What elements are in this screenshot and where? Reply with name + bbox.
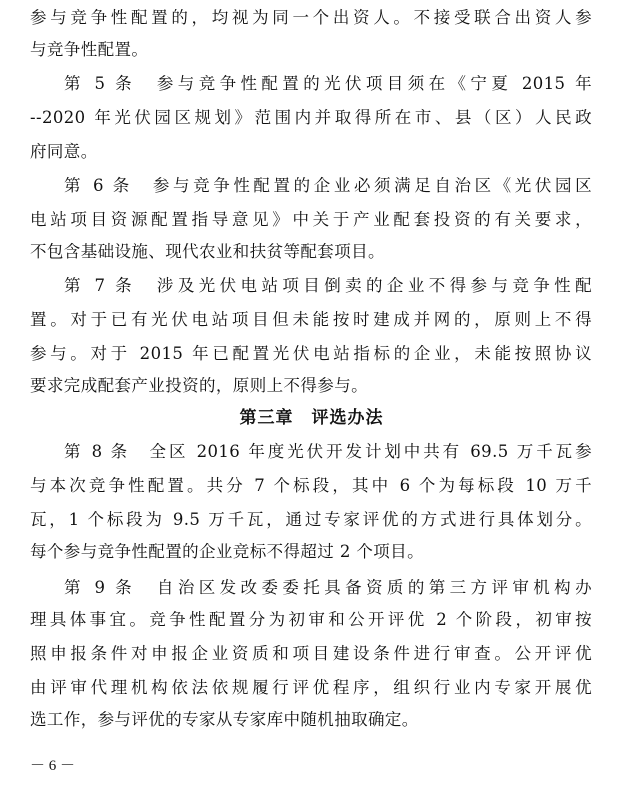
text-line: 每个参与竞争性配置的企业竞标不得超过 2 个项目。 [30,542,424,561]
text-line: 与本次竞争性配置。共分 7 个标段，其中 6 个为每标段 10 万千 [30,476,592,495]
article-7-line: 第 7 条 涉及光伏电站项目倒卖的企业不得参与竞争性配 [64,276,592,295]
text-line: --2020 年光伏园区规划》范围内并取得所在市、县（区）人民政 [30,108,592,127]
text-line: 要求完成配套产业投资的，原则上不得参与。 [30,376,368,395]
text-line: 府同意。 [30,142,98,161]
text-line: 瓦，1 个标段为 9.5 万千瓦，通过专家评优的方式进行具体划分。 [30,510,592,529]
text-line: 由评审代理机构依法依规履行评优程序，组织行业内专家开展优 [30,678,592,697]
text-line: 照申报条件对申报企业资质和项目建设条件进行审查。公开评优 [30,644,592,663]
article-9-line: 第 9 条 自治区发改委委托具备资质的第三方评审机构办 [64,578,592,597]
text-line: 选工作，参与评优的专家从专家库中随机抽取确定。 [30,710,419,729]
text-line: 理具体事宜。竞争性配置分为初审和公开评优 2 个阶段，初审按 [30,610,592,629]
text-line: 电站项目资源配置指导意见》中关于产业配套投资的有关要求， [30,210,592,229]
text-line: 参与竞争性配置的，均视为同一个出资人。不接受联合出资人参 [30,8,592,27]
article-8-line: 第 8 条 全区 2016 年度光伏开发计划中共有 69.5 万千瓦参 [64,442,592,461]
text-line: 置。对于已有光伏电站项目但未能按时建成并网的，原则上不得 [30,310,592,329]
page-number: － 6 － [30,758,76,774]
chapter-heading: 第三章 评选办法 [239,408,384,428]
text-line: 与竞争性配置。 [30,40,149,59]
text-line: 参与。对于 2015 年已配置光伏电站指标的企业，未能按照协议 [30,344,592,363]
article-6-line: 第 6 条 参与竞争性配置的企业必须满足自治区《光伏园区 [64,176,592,195]
article-5-line: 第 5 条 参与竞争性配置的光伏项目须在《宁夏 2015 年 [64,74,592,93]
text-line: 不包含基础设施、现代农业和扶贫等配套项目。 [30,242,385,261]
